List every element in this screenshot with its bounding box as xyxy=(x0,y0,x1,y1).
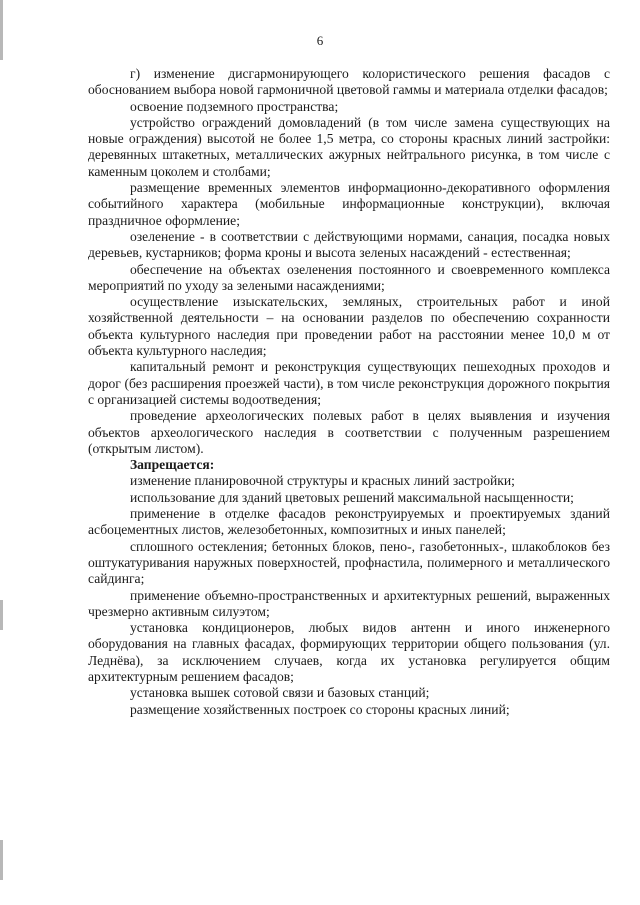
paragraph: установка вышек сотовой связи и базовых станций; xyxy=(130,685,430,701)
paragraph: осуществление изыскательских, земляных, строительных работ и иной хозяйственной деятельности – на основании разделов по обеспечению сохранности объекта культурного наследия при проведении работ на расстоянии менее 10,0 м от объекта культурного наследия; xyxy=(88,294,610,359)
scan-edge-mark xyxy=(0,840,3,880)
paragraph: сплошного остекления; бетонных блоков, пено-, газобетонных-, шлакоблоков без оштукатуривания наружных поверхностей, профнастила, полимерного и металлического сайдинга; xyxy=(88,538,610,587)
section-heading: Запрещается: xyxy=(130,457,215,473)
paragraph: изменение планировочной структуры и красных линий застройки; xyxy=(130,473,515,489)
paragraph: установка кондиционеров, любых видов антенн и иного инженерного оборудования на главных фасадах, формирующих территории общего пользования (ул. Леднёва), за исключением случаев, когда их установка регулируется общим архитектурным решением фасадов; xyxy=(88,620,610,684)
paragraph: устройство ограждений домовладений (в том числе замена существующих на новые ограждения) высотой не более 1,5 метра, со стороны красных линий застройки: деревянных штакетных, металлических ажурных нейтрального рисунка, в том числе с каменным цоколем и столбами; xyxy=(88,114,610,179)
paragraph: размещение временных элементов информационно-декоративного оформления событийного характера (мобильные информационные конструкции), включая праздничное оформление; xyxy=(88,180,610,228)
paragraph: применение объемно-пространственных и архитектурных решений, выраженных чрезмерно активным силуэтом; xyxy=(88,587,610,619)
page-number: 6 xyxy=(316,33,324,48)
scan-edge-mark xyxy=(0,0,3,60)
paragraph: размещение хозяйственных построек со стороны красных линий; xyxy=(130,701,510,717)
paragraph: г) изменение дисгармонирующего колористического решения фасадов с обоснованием выбора новой гармоничной цветовой гаммы и материала отделки фасадов; xyxy=(88,66,610,98)
paragraph: освоение подземного пространства; xyxy=(130,98,339,114)
scan-edge-mark xyxy=(0,600,3,630)
paragraph: применение в отделке фасадов реконструируемых и проектируемых зданий асбоцементных листов, железобетонных, композитных и иных панелей; xyxy=(88,506,610,538)
document-body xyxy=(88,66,610,718)
paragraph: использование для зданий цветовых решений максимальной насыщенности; xyxy=(130,489,574,505)
paragraph: капитальный ремонт и реконструкция существующих пешеходных проходов и дорог (без расширения проезжей части), в том числе реконструкция дорожного покрытия с организацией системы водоотведения; xyxy=(88,359,610,407)
paragraph: проведение археологических полевых работ в целях выявления и изучения объектов археологического наследия в соответствии с полученным разрешением (открытым листом). xyxy=(88,408,610,456)
paragraph: озеленение - в соответствии с действующими нормами, санация, посадка новых деревьев, кустарников; форма кроны и высота зеленых насаждений - естественная; xyxy=(88,228,610,261)
paragraph: обеспечение на объектах озеленения постоянного и своевременного комплекса мероприятий по уходу за зелеными насаждениями; xyxy=(88,261,610,293)
